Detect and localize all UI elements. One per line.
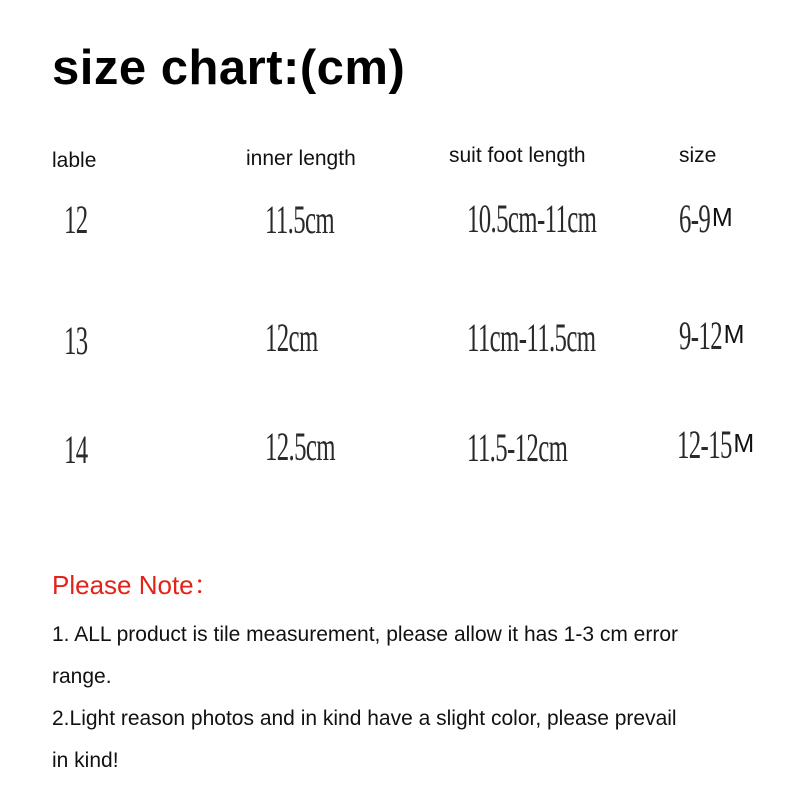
row-suit-foot-length: 11.5-12cm bbox=[467, 425, 568, 470]
size-range: 12-15 bbox=[677, 422, 732, 467]
row-suit-foot-length: 11cm-11.5cm bbox=[467, 315, 596, 360]
note-line: 2.Light reason photos and in kind have a slight color, please prevail bbox=[52, 707, 677, 730]
page-title: size chart:(cm) bbox=[52, 41, 406, 95]
header-size: size bbox=[679, 144, 717, 167]
header-suit-foot-length: suit foot length bbox=[449, 144, 586, 167]
size-range: 9-12 bbox=[679, 313, 722, 358]
note-line: in kind! bbox=[52, 749, 119, 772]
size-range: 6-9 bbox=[679, 196, 711, 241]
size-unit: M bbox=[712, 202, 733, 232]
note-title: Please Note： bbox=[52, 570, 220, 600]
size-unit: M bbox=[723, 319, 745, 349]
row-label: 14 bbox=[64, 427, 88, 472]
note-body bbox=[52, 614, 782, 782]
row-size bbox=[679, 196, 733, 241]
row-label: 13 bbox=[64, 318, 88, 363]
header-label: lable bbox=[52, 149, 97, 172]
row-size bbox=[677, 422, 755, 467]
note-line: 1. ALL product is tile measurement, please allow it has 1-3 cm error bbox=[52, 623, 679, 646]
note-line: range. bbox=[52, 665, 112, 688]
row-inner-length: 12cm bbox=[265, 315, 318, 360]
header-inner-length: inner length bbox=[246, 147, 356, 170]
row-label: 12 bbox=[64, 197, 88, 242]
row-inner-length: 11.5cm bbox=[265, 197, 335, 242]
row-suit-foot-length: 10.5cm-11cm bbox=[467, 196, 597, 241]
size-unit: M bbox=[733, 428, 755, 458]
row-inner-length: 12.5cm bbox=[265, 424, 335, 469]
row-size bbox=[679, 313, 745, 358]
